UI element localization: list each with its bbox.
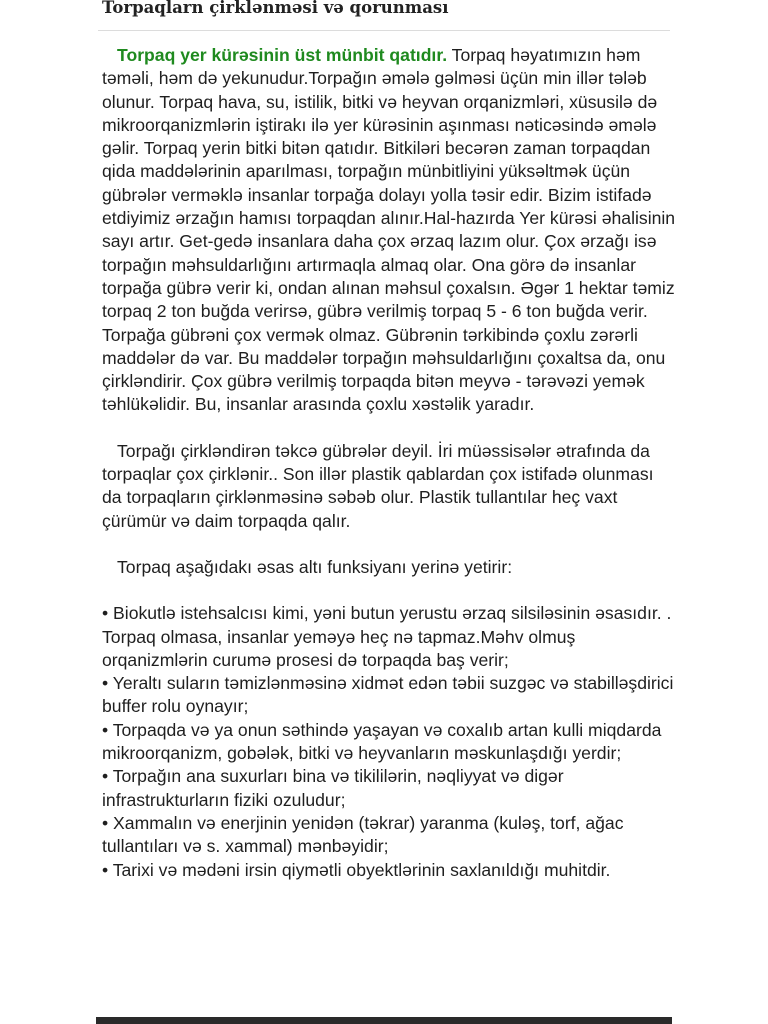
lead-sentence: Torpaq yer kürəsinin üst münbit qatıdır. <box>117 45 448 65</box>
functions-intro: Torpaq aşağıdakı əsas altı funksiyanı yerinə yetirir: <box>117 556 513 577</box>
function-item-6: • Tarixi və mədəni irsin qiymətli obyektlərinin saxlanıldığı muhitdir. <box>102 859 611 880</box>
paragraph-gap <box>102 533 676 556</box>
function-item-3: • Torpaqda və ya onun səthində yaşayan və coxalıb artan kulli miqdarda mikroorqanizm, gobələk, bitki və heyvanların məskunlaşdığı yerdir; <box>102 719 662 764</box>
function-item-2: • Yeraltı suların təmizlənməsinə xidmət edən təbii suzgəc və stabilləşdirici buffer rolu oynayır; <box>102 673 674 717</box>
bottom-scroll-bar <box>96 1017 672 1024</box>
function-item-1: • Biokutlə istehsalcısı kimi, yəni butun yerustu ərzaq silsiləsinin əsasıdır. . Torpaq olmasa, insanlar yeməyə heç nə tapmaz.Məhv olmuş orqanizmlərin curumə prosesi də torpaqda baş verir; <box>102 603 672 670</box>
paragraph-gap <box>102 579 676 602</box>
page-title: Torpaqlarn çirklənməsi və qorunması <box>102 0 449 17</box>
paragraph-gap <box>102 417 676 440</box>
function-item-4: • Torpağın ana suxurları bina və tikililərin, nəqliyyat və digər infrastrukturların fiziki ozuludur; <box>102 766 564 810</box>
function-item-5: • Xammalın və enerjinin yenidən (təkrar) yaranma (kuləş, torf, ağac tullantıları və s. xammal) mənbəyidir; <box>102 812 624 857</box>
intro-paragraph <box>102 44 676 417</box>
article-body <box>102 44 676 882</box>
title-divider <box>98 30 670 31</box>
pollution-paragraph: Torpağı çirkləndirən təkcə gübrələr deyil. İri müəssisələr ətrafında da torpaqlar çox çirklənir.. Son illər plastik qablardan çox istifadə olunması da torpaqların çirklənməsinə səbəb olur. Plastik tullantılar heç vaxt çürümür və daim torpaqda qalır. <box>102 440 654 531</box>
intro-paragraph-text: Torpaq həyatımızın həm təməli, həm də yekunudur.Torpağın əmələ gəlməsi üçün min illər tələb olunur. Torpaq hava, su, istilik, bitki və heyvan orqanizmləri, xüsusilə də mikroorqanizmlərin iştirakı ilə yer kürəsinin aşınması nəticəsində əmələ gəlir. Torpaq yerin bitki bitən qatıdır. Bitkiləri becərən zaman torpaqdan qida maddələrinin aparılması, torpağın münbitliyini yüksəltmək üçün gübrələr verməklə insanlar torpağa dolayı yolla təsir edir. Bizim istifadə etdiyimiz ərzağın hamısı torpaqdan alınır.Hal-hazırda Yer kürəsi əhalisinin sayı artır. Get-gedə insanlara daha çox ərzaq lazım olur. Çox ərzağı isə torpağın məhsuldarlığını artırmaqla almaq olar. Ona görə də insanlar torpağa gübrə verir ki, ondan alınan məhsul çoxalsın. Əgər 1 hektar təmiz torpaq 2 ton buğda verirsə, gübrə verilmiş torpaq 5 - 6 ton buğda verir. Torpağa gübrəni çox vermək olmaz. Gübrənin tərkibində çoxlu zərərli maddələr də var. Bu maddələr torpağın məhsuldarlığını çoxaltsa da, onu çirkləndirir. Çox gübrə verilmiş torpaqda bitən meyvə - tərəvəzi yemək təhlükəlidir. Bu, insanlar arasında çoxlu xəstəlik yaradır. <box>102 45 676 415</box>
